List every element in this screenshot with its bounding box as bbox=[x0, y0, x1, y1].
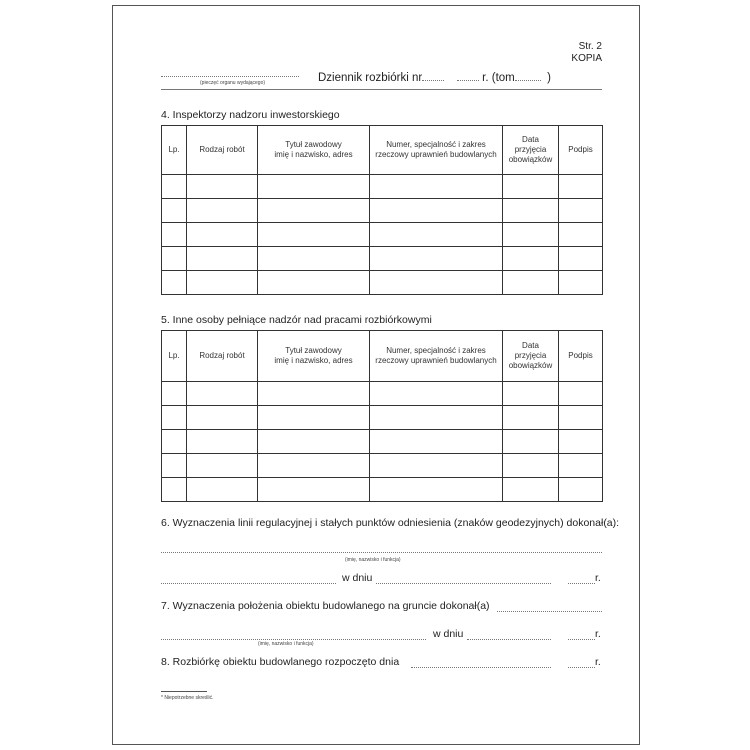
table-cell[interactable] bbox=[162, 223, 187, 247]
table-cell[interactable] bbox=[503, 175, 559, 199]
table-cell[interactable] bbox=[162, 271, 187, 295]
table-cell[interactable] bbox=[187, 454, 258, 478]
stamp-caption: (pieczęć organu wydającego) bbox=[200, 80, 266, 86]
col-data: Data przyjęcia obowiązków bbox=[503, 126, 559, 175]
table-cell[interactable] bbox=[187, 478, 258, 502]
table-cell[interactable] bbox=[370, 406, 503, 430]
name-field-7b[interactable] bbox=[161, 639, 426, 640]
table-cell[interactable] bbox=[258, 478, 370, 502]
date-label-7: w dniu bbox=[433, 628, 464, 640]
inspectors-table bbox=[161, 125, 603, 295]
date-label-6: w dniu bbox=[342, 572, 373, 584]
table-cell[interactable] bbox=[162, 199, 187, 223]
table-cell[interactable] bbox=[258, 175, 370, 199]
close-paren: ) bbox=[547, 72, 551, 84]
table-cell[interactable] bbox=[258, 382, 370, 406]
table-cell[interactable] bbox=[503, 454, 559, 478]
table-cell[interactable] bbox=[370, 430, 503, 454]
table-row bbox=[162, 406, 603, 430]
table-cell[interactable] bbox=[162, 430, 187, 454]
name-field-7[interactable] bbox=[497, 611, 602, 612]
table-cell[interactable] bbox=[162, 247, 187, 271]
table-row bbox=[162, 223, 603, 247]
table-cell[interactable] bbox=[559, 382, 603, 406]
section-7-title: 7. Wyznaczenia położenia obiektu budowlanego na gruncie dokonał(a) bbox=[161, 600, 490, 612]
header-rule bbox=[161, 89, 602, 90]
table-cell[interactable] bbox=[370, 382, 503, 406]
date-field-7[interactable] bbox=[467, 639, 551, 640]
year-suffix-7: r. bbox=[595, 628, 601, 640]
table-cell[interactable] bbox=[559, 454, 603, 478]
table-row bbox=[162, 247, 603, 271]
col-data: Data przyjęcia obowiązków bbox=[503, 331, 559, 382]
table-cell[interactable] bbox=[503, 382, 559, 406]
journal-prefix: Dziennik rozbiórki nr bbox=[318, 72, 423, 84]
table-cell[interactable] bbox=[503, 199, 559, 223]
year-field-7[interactable] bbox=[568, 639, 595, 640]
table-cell[interactable] bbox=[258, 271, 370, 295]
section-6-title: 6. Wyznaczenia linii regulacyjnej i stałych punktów odniesienia (znaków geodezyjnych) dokonał(a): bbox=[161, 517, 620, 529]
table-cell[interactable] bbox=[559, 478, 603, 502]
col-rodzaj: Rodzaj robót bbox=[187, 331, 258, 382]
table-cell[interactable] bbox=[162, 382, 187, 406]
table-cell[interactable] bbox=[162, 454, 187, 478]
table-cell[interactable] bbox=[258, 430, 370, 454]
table-cell[interactable] bbox=[370, 478, 503, 502]
table-cell[interactable] bbox=[258, 223, 370, 247]
table-cell[interactable] bbox=[258, 454, 370, 478]
caption-6: (imię, nazwisko i funkcja) bbox=[345, 557, 401, 563]
table-cell[interactable] bbox=[503, 271, 559, 295]
table-cell[interactable] bbox=[559, 175, 603, 199]
caption-7: (imię, nazwisko i funkcja) bbox=[258, 641, 314, 647]
table-row bbox=[162, 175, 603, 199]
table-cell[interactable] bbox=[370, 223, 503, 247]
year-suffix-8: r. bbox=[595, 656, 601, 668]
table-cell[interactable] bbox=[370, 199, 503, 223]
name-field-6b[interactable] bbox=[161, 583, 336, 584]
table-row bbox=[162, 271, 603, 295]
table-row bbox=[162, 478, 603, 502]
table-cell[interactable] bbox=[370, 175, 503, 199]
section-4-title: 4. Inspektorzy nadzoru inwestorskiego bbox=[161, 109, 340, 121]
table-cell[interactable] bbox=[187, 175, 258, 199]
col-tytul: Tytuł zawodowy imię i nazwisko, adres bbox=[258, 331, 370, 382]
table-row bbox=[162, 382, 603, 406]
table-cell[interactable] bbox=[559, 406, 603, 430]
table-cell[interactable] bbox=[370, 271, 503, 295]
col-lp: Lp. bbox=[162, 126, 187, 175]
table-row bbox=[162, 199, 603, 223]
table-row bbox=[162, 454, 603, 478]
footnote: * Niepotrzebne skreślić. bbox=[161, 695, 214, 701]
year-label: r. (tom bbox=[482, 72, 515, 84]
table-cell[interactable] bbox=[162, 175, 187, 199]
table-cell[interactable] bbox=[370, 247, 503, 271]
table-cell[interactable] bbox=[559, 223, 603, 247]
footnote-rule bbox=[161, 691, 207, 692]
table-cell[interactable] bbox=[187, 247, 258, 271]
table-cell[interactable] bbox=[258, 199, 370, 223]
table-cell[interactable] bbox=[187, 430, 258, 454]
col-podpis: Podpis bbox=[559, 331, 603, 382]
table-cell[interactable] bbox=[559, 247, 603, 271]
table-cell[interactable] bbox=[559, 271, 603, 295]
year-field-8[interactable] bbox=[568, 667, 595, 668]
year-suffix-6: r. bbox=[595, 572, 601, 584]
table-cell[interactable] bbox=[503, 478, 559, 502]
col-numer: Numer, specjalność i zakres rzeczowy uprawnień budowlanych bbox=[370, 331, 503, 382]
table-cell[interactable] bbox=[559, 430, 603, 454]
col-rodzaj: Rodzaj robót bbox=[187, 126, 258, 175]
table-cell[interactable] bbox=[370, 454, 503, 478]
section-5-title: 5. Inne osoby pełniące nadzór nad pracami rozbiórkowymi bbox=[161, 314, 432, 326]
table-cell[interactable] bbox=[258, 406, 370, 430]
table-row bbox=[162, 430, 603, 454]
table-cell[interactable] bbox=[162, 406, 187, 430]
other-supervisors-table bbox=[161, 330, 603, 502]
col-numer: Numer, specjalność i zakres rzeczowy uprawnień budowlanych bbox=[370, 126, 503, 175]
table-cell[interactable] bbox=[187, 406, 258, 430]
col-lp: Lp. bbox=[162, 331, 187, 382]
table-cell[interactable] bbox=[503, 430, 559, 454]
col-tytul: Tytuł zawodowy imię i nazwisko, adres bbox=[258, 126, 370, 175]
date-field-6[interactable] bbox=[376, 583, 551, 584]
year-field-6[interactable] bbox=[568, 583, 595, 584]
table-header-row bbox=[162, 126, 603, 175]
table-cell[interactable] bbox=[258, 247, 370, 271]
copy-label: KOPIA bbox=[571, 53, 602, 64]
table-cell[interactable] bbox=[559, 199, 603, 223]
stamp-line bbox=[161, 76, 299, 77]
table-cell[interactable] bbox=[187, 223, 258, 247]
col-podpis: Podpis bbox=[559, 126, 603, 175]
page-number: Str. 2 bbox=[578, 41, 602, 52]
table-cell[interactable] bbox=[503, 223, 559, 247]
table-cell[interactable] bbox=[503, 247, 559, 271]
journal-title bbox=[318, 72, 551, 84]
table-cell[interactable] bbox=[187, 271, 258, 295]
table-cell[interactable] bbox=[503, 406, 559, 430]
table-cell[interactable] bbox=[187, 199, 258, 223]
section-8-title: 8. Rozbiórkę obiektu budowlanego rozpoczęto dnia bbox=[161, 656, 400, 668]
name-field-6[interactable] bbox=[161, 552, 602, 553]
table-cell[interactable] bbox=[162, 478, 187, 502]
table-header-row bbox=[162, 331, 603, 382]
table-cell[interactable] bbox=[187, 382, 258, 406]
start-date-field[interactable] bbox=[411, 667, 551, 668]
